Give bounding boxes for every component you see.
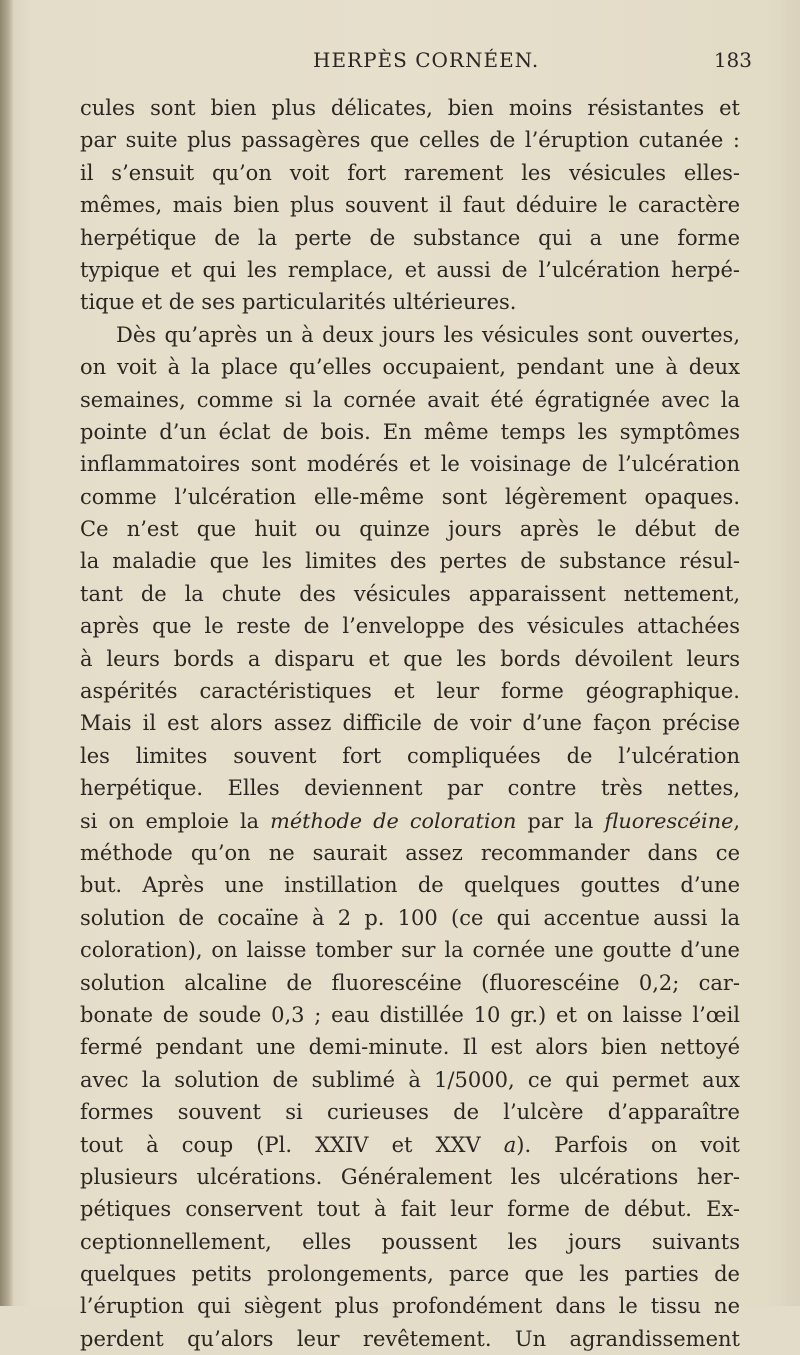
page-spine-shadow	[0, 0, 14, 1306]
italic-term-method: méthode de coloration	[270, 808, 517, 833]
text-line: comme l’ulcération elle-même sont légèrement opaques.	[80, 484, 740, 509]
body-text	[80, 92, 740, 1355]
text-line: mêmes, mais bien plus souvent il faut déduire le caractère	[80, 193, 740, 218]
italic-plate-letter: a	[503, 1132, 517, 1157]
text-line: herpétique. Elles deviennent par contre très nettes,	[80, 776, 740, 801]
text-line: par suite plus passagères que celles de l’éruption cutanée :	[80, 128, 740, 153]
text-line: solution alcaline de fluorescéine (fluorescéine 0,2; car-	[80, 970, 740, 995]
text-line: avec la solution de sublimé à 1/5000, ce qui permet aux	[80, 1067, 740, 1092]
text-line: typique et qui les remplace, et aussi de l’ulcération herpé-	[80, 257, 740, 282]
text-line: les limites souvent fort compliquées de l’ulcération	[80, 743, 740, 768]
text-line: pétiques conservent tout à fait leur forme de début. Ex-	[80, 1197, 740, 1222]
text-line: but. Après une instillation de quelques gouttes d’une	[80, 873, 740, 898]
text-line: inflammatoires sont modérés et le voisinage de l’ulcération	[80, 452, 740, 477]
text-line: fermé pendant une demi-minute. Il est alors bien nettoyé	[80, 1035, 740, 1060]
text-run: ,	[733, 808, 740, 833]
text-line: bonate de soude 0,3 ; eau distillée 10 gr.) et on laisse l’œil	[80, 1002, 740, 1027]
text-line: tant de la chute des vésicules apparaissent nettement,	[80, 581, 740, 606]
text-line: la maladie que les limites des pertes de substance résul-	[80, 549, 740, 574]
text-line: formes souvent si curieuses de l’ulcère d’apparaître	[80, 1100, 740, 1125]
text-line: l’éruption qui siègent plus profondément dans le tissu ne	[80, 1294, 740, 1319]
text-line: méthode qu’on ne saurait assez recommander dans ce	[80, 840, 740, 865]
text-line: solution de cocaïne à 2 p. 100 (ce qui accentue aussi la	[80, 905, 740, 930]
text-run: tout à coup (Pl. XXIV et XXV	[80, 1132, 504, 1157]
page-header	[0, 48, 800, 78]
text-line: après que le reste de l’enveloppe des vésicules attachées	[80, 614, 740, 639]
text-line: coloration), on laisse tomber sur la cornée une goutte d’une	[80, 938, 740, 963]
text-line: on voit à la place qu’elles occupaient, pendant une à deux	[80, 355, 740, 380]
text-line: Mais il est alors assez difficile de voir d’une façon précise	[80, 711, 740, 736]
text-line-paragraph-end: tique et de ses particularités ultérieures.	[80, 290, 517, 315]
text-run: par la	[516, 808, 605, 833]
text-line: cules sont bien plus délicates, bien moins résistantes et	[80, 96, 740, 120]
text-line: aspérités caractéristiques et leur forme géographique.	[80, 679, 740, 704]
text-line: quelques petits prolongements, parce que les parties de	[80, 1262, 740, 1287]
text-line: pointe d’un éclat de bois. En même temps les symptômes	[80, 419, 740, 444]
italic-term-fluorescein: fluorescéine	[604, 808, 734, 833]
text-line: plusieurs ulcérations. Généralement les ulcérations her-	[80, 1164, 740, 1189]
text-run: ). Parfois on voit	[516, 1132, 740, 1157]
text-line: à leurs bords a disparu et que les bords dévoilent leurs	[80, 646, 740, 671]
text-line: il s’ensuit qu’on voit fort rarement les vésicules elles-	[80, 160, 740, 185]
text-line: ceptionnellement, elles poussent les jours suivants	[80, 1229, 740, 1254]
page-number: 183	[713, 48, 752, 72]
text-run: si on emploie la	[80, 808, 271, 833]
text-line: semaines, comme si la cornée avait été égratignée avec la	[80, 387, 740, 412]
text-line-with-italics	[80, 1129, 740, 1161]
text-line-paragraph-start: Dès qu’après un à deux jours les vésicules sont ouvertes,	[116, 322, 740, 347]
text-line: herpétique de la perte de substance qui a une forme	[80, 225, 740, 250]
text-line: Ce n’est que huit ou quinze jours après le début de	[80, 517, 740, 542]
text-line-with-italics	[80, 805, 740, 837]
running-title: HERPÈS CORNÉEN.	[313, 48, 540, 72]
text-line: perdent qu’alors leur revêtement. Un agrandissement	[80, 1326, 740, 1351]
